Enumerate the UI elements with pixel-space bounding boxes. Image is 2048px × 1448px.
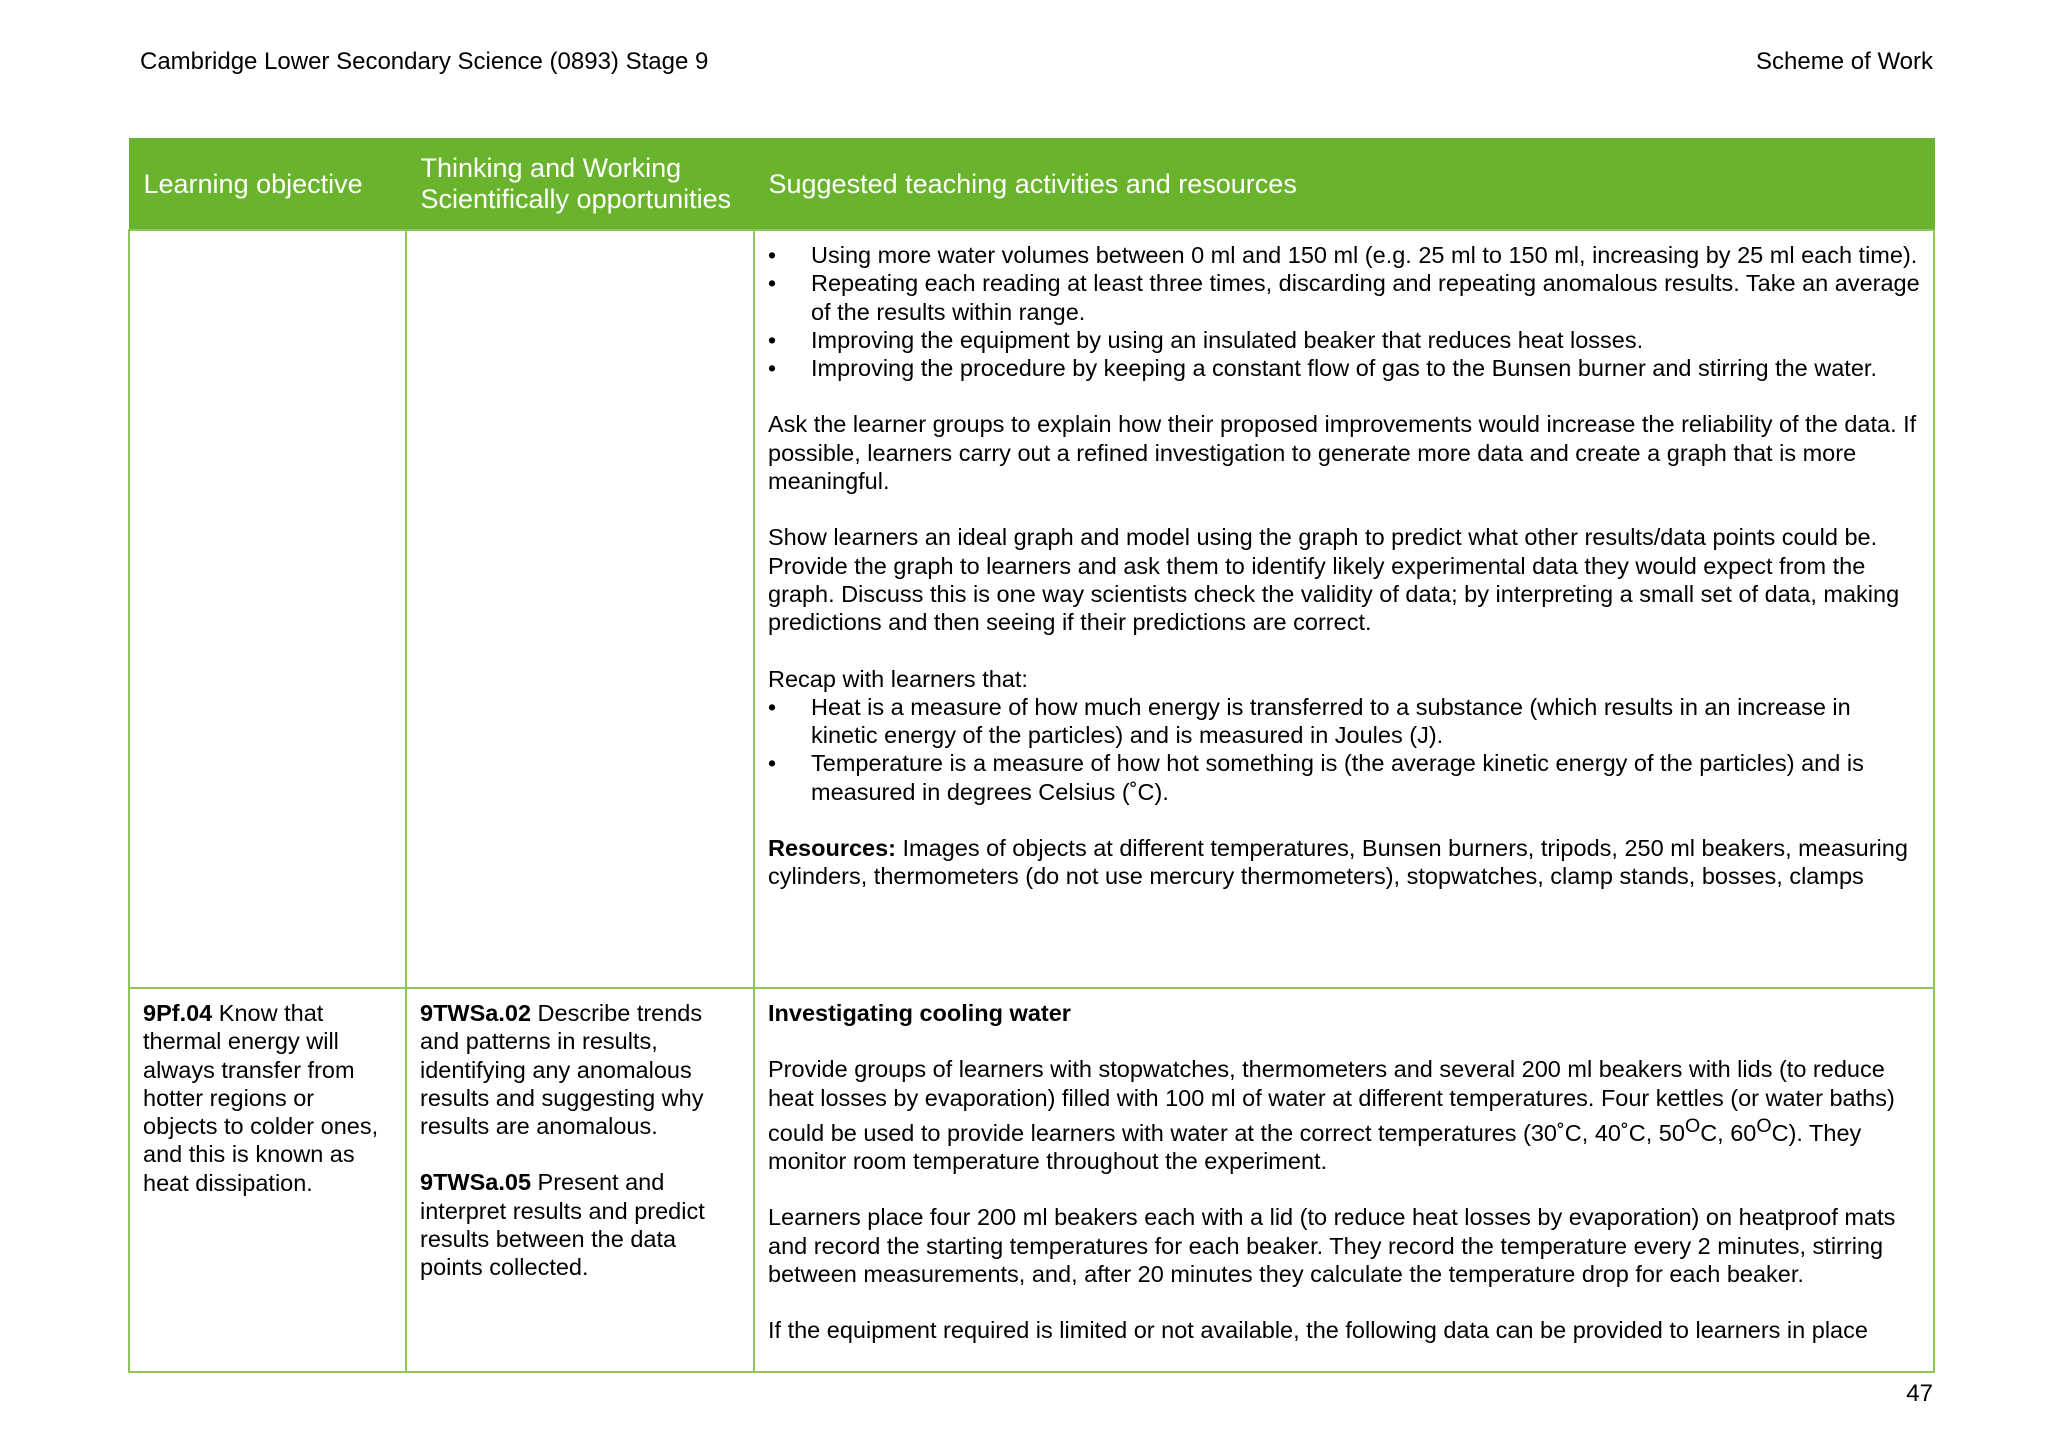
text-run: C). They monitor room temperature throughout the experiment. (768, 1119, 1862, 1175)
activity-title (768, 999, 1920, 1027)
objective-cell (129, 230, 406, 988)
list-item: • Improving the procedure by keeping a constant flow of gas to the Bunsen burner and stirring the water. (811, 354, 1920, 382)
table-header-row (129, 139, 1934, 231)
table-row (129, 988, 1934, 1372)
text-run: Provide groups of learners with stopwatches, thermometers and several 200 ml beakers with lids (to reduce heat losses by evaporation) filled with 100 ml of water at different temperatures. Four kettles (or water baths) could be used to provide learners with water at the correct temperatures (30˚C, 40˚C, 50 (768, 1056, 1895, 1146)
header-teaching-activities: Suggested teaching activities and resources (754, 139, 1934, 231)
superscript: O (1756, 1114, 1772, 1137)
list-item: • Using more water volumes between 0 ml and 150 ml (e.g. 25 ml to 150 ml, increasing by 25 ml each time). (811, 241, 1920, 269)
paragraph: Show learners an ideal graph and model using the graph to predict what other results/data points could be. Provide the graph to learners and ask them to identify likely experimental data they would expect from the graph. Discuss this is one way scientists check the validity of data; by interpreting a small set of data, making predictions and then seeing if their predictions are correct. (768, 524, 1900, 636)
header-learning-objective: Learning objective (129, 139, 406, 231)
recap-intro: Recap with learners that: (768, 665, 1028, 692)
tws-opportunity (420, 999, 740, 1140)
text-run: C, 60 (1700, 1119, 1757, 1146)
improvements-list (768, 241, 1920, 382)
tws-text: Present and interpret results and predict results between the data points collected. (420, 1169, 705, 1281)
objective-cell (129, 988, 406, 1372)
paragraph (768, 1055, 1920, 1175)
page-number: 47 (1906, 1380, 1933, 1407)
table-row (129, 230, 1934, 988)
resources-paragraph (768, 834, 1920, 891)
objective-text: Know that thermal energy will always transfer from hotter regions or objects to colder ones, and this is known as heat dissipation. (143, 1000, 379, 1196)
scheme-of-work-table (128, 138, 1935, 1373)
list-item: • Repeating each reading at least three times, discarding and repeating anomalous results. Take an average of the results within range. (811, 269, 1920, 326)
tws-cell (406, 988, 754, 1372)
list-item: • Temperature is a measure of how hot something is (the average kinetic energy of the particles) and is measured in degrees Celsius (˚C). (811, 749, 1920, 806)
resources-text: Images of objects at different temperatures, Bunsen burners, tripods, 250 ml beakers, measuring cylinders, thermometers (do not use mercury thermometers), stopwatches, clamp stands, bosses, clamps (768, 835, 1908, 890)
recap-list (768, 693, 1920, 806)
activities-cell (754, 230, 1934, 988)
tws-code: 9TWSa.05 (420, 1169, 532, 1196)
tws-code: 9TWSa.02 (420, 1000, 532, 1026)
superscript: O (1684, 1114, 1701, 1137)
list-item: • Heat is a measure of how much energy is transferred to a substance (which results in an increase in kinetic energy of the particles) and is measured in Joules (J). (811, 693, 1920, 750)
activity-title-text: Investigating cooling water (768, 1000, 1071, 1026)
tws-cell (406, 230, 754, 988)
learning-objective (143, 999, 392, 1197)
paragraph: If the equipment required is limited or not available, the following data can be provided to learners in place (768, 1317, 1868, 1344)
activities-content (768, 999, 1920, 1371)
document-header-section: Scheme of Work (1756, 48, 1933, 75)
document-header-title: Cambridge Lower Secondary Science (0893) Stage 9 (140, 48, 709, 75)
paragraph: Ask the learner groups to explain how their proposed improvements would increase the reliability of the data. If possible, learners carry out a refined investigation to generate more data and create a graph that is more meaningful. (768, 411, 1917, 495)
objective-code: 9Pf.04 (143, 1000, 213, 1026)
paragraph: Learners place four 200 ml beakers each with a lid (to reduce heat losses by evaporation) on heatproof mats and record the starting temperatures for each beaker. They record the temperature every 2 minutes, stirring between measurements, and, after 20 minutes they calculate the temperature drop for each beaker. (768, 1204, 1896, 1287)
header-tws-opportunities: Thinking and Working Scientifically opportunities (406, 139, 754, 231)
tws-opportunity (420, 1168, 740, 1281)
tws-text: Describe trends and patterns in results, identifying any anomalous results and suggesting why results are anomalous. (420, 1000, 704, 1140)
resources-label: Resources: (768, 835, 896, 862)
list-item: • Improving the equipment by using an insulated beaker that reduces heat losses. (811, 326, 1920, 354)
activities-cell (754, 988, 1934, 1372)
